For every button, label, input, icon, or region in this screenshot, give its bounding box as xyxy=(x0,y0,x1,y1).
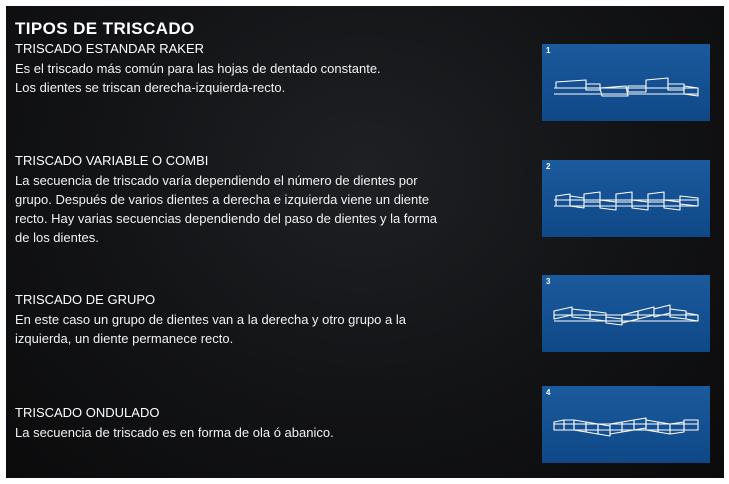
section-raker xyxy=(15,40,381,97)
section-ondulado xyxy=(15,404,334,442)
section-heading: TRISCADO DE GRUPO xyxy=(15,292,156,307)
text-line: de los dientes. xyxy=(15,230,99,245)
figure-number: 3 xyxy=(546,277,551,286)
document-frame xyxy=(6,6,724,478)
section-grupo xyxy=(15,291,406,348)
figure-number: 1 xyxy=(546,46,551,55)
text-line: La secuencia de triscado es en forma de ola ó abanico. xyxy=(15,425,334,440)
text-line: grupo. Después de varios dientes a derecha e izquierda viene un diente xyxy=(15,192,430,207)
section-heading: TRISCADO VARIABLE O COMBI xyxy=(15,153,209,168)
text-line: En este caso un grupo de dientes van a la derecha y otro grupo a la xyxy=(15,312,406,327)
section-heading: TRISCADO ONDULADO xyxy=(15,405,160,420)
set-diagram-ondulado xyxy=(542,386,710,463)
section-heading: TRISCADO ESTANDAR RAKER xyxy=(15,41,205,56)
saw-teeth-variable-illustration xyxy=(542,160,710,237)
saw-teeth-group-illustration xyxy=(542,275,710,352)
figure-number: 4 xyxy=(546,388,551,397)
set-diagram-variable xyxy=(542,160,710,237)
saw-teeth-wave-illustration xyxy=(542,386,710,463)
section-text xyxy=(15,310,406,348)
set-diagram-raker xyxy=(542,44,710,121)
text-line: izquierda, un diente permanece recto. xyxy=(15,331,234,346)
set-diagram-grupo xyxy=(542,275,710,352)
text-line: recto. Hay varias secuencias dependiendo del paso de dientes y la forma xyxy=(15,211,438,226)
saw-teeth-raker-illustration xyxy=(542,44,710,121)
text-line: Es el triscado más común para las hojas de dentado constante. xyxy=(15,61,381,76)
page-title: TIPOS DE TRISCADO xyxy=(15,19,195,38)
figure-number: 2 xyxy=(546,162,551,171)
section-text xyxy=(15,59,381,97)
section-text xyxy=(15,171,437,247)
text-line: Los dientes se triscan derecha-izquierda-recto. xyxy=(15,80,286,95)
text-line: La secuencia de triscado varía dependiendo el número de dientes por xyxy=(15,173,418,188)
section-text xyxy=(15,423,334,442)
section-variable-combi xyxy=(15,152,437,247)
